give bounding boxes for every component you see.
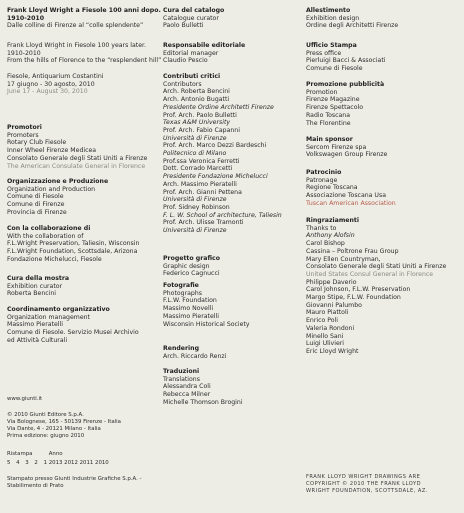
- list-item: Exhibition curator: [7, 282, 63, 290]
- edition: Prima edizione: giugno 2010: [7, 433, 85, 439]
- notice-line: FRANK LLOYD WRIGHT DRAWINGS ARE: [306, 474, 421, 480]
- list-item: Rebecca Milner: [163, 391, 211, 399]
- contributor-affiliation: Università di Firenze: [163, 196, 227, 204]
- website-link[interactable]: www.giunti.it: [7, 396, 43, 402]
- list-item: Claudio Pescio: [163, 57, 208, 65]
- contributor-name: Arch. Massimo Pieratelli: [163, 180, 237, 188]
- contributor-name: Arch. Roberta Bencini: [163, 88, 230, 96]
- thanks-item: Mary Ellen Countryman,: [306, 255, 381, 263]
- dates-english: June 17 - August 30, 2010: [7, 88, 88, 96]
- list-item: Pierluigi Bacci & Associati: [306, 57, 386, 65]
- section-heading: Con la collaborazione di: [7, 225, 91, 232]
- title-italian: Frank Lloyd Wright a Fiesole 100 anni dopo.: [7, 7, 161, 14]
- responsabile-section: [163, 42, 245, 65]
- list-item: Volkswagen Group Firenze: [306, 151, 388, 159]
- list-item: F.L.W. Foundation: [163, 297, 217, 305]
- section-heading: Promozione pubblicità: [306, 81, 385, 88]
- copyright: © 2010 Giunti Editore S.p.A.: [7, 412, 84, 418]
- organizzazione-section: [7, 178, 108, 217]
- contributor-affiliation: F. L. W. School of architecture, Taliesin: [163, 211, 282, 219]
- contributor-affiliation: Presidente Ordine Architetti Firenze: [163, 103, 274, 111]
- cura-mostra-section: [7, 275, 69, 298]
- list-item: Comune di Fiesole. Servizio Musei Archivio: [7, 329, 139, 337]
- list-item: Sercom Firenze spa: [306, 143, 367, 151]
- list-item: Comune di Firenze: [7, 201, 65, 209]
- list-item: Firenze Magazine: [306, 96, 360, 104]
- ufficio-stampa-section: [306, 42, 385, 73]
- contributor-name: Prof. Arch. Ulisse Tramonti: [163, 219, 244, 227]
- contributor-name: Arch. Antonio Bugatti: [163, 96, 230, 104]
- section-heading: Ufficio Stampa: [306, 42, 357, 49]
- publisher-block: [7, 396, 42, 403]
- thanks-item: Anthony Alofsin: [306, 232, 355, 240]
- list-item: Paolo Bulletti: [163, 22, 204, 30]
- anno-values: 2013 2012 2011 2010: [48, 460, 109, 466]
- list-item: ed Attività Culturali: [7, 336, 68, 344]
- section-heading: Cura della mostra: [7, 275, 70, 282]
- list-item-note: Tuscan American Association: [306, 199, 396, 207]
- list-item: Ordine degli Architetti Firenze: [306, 22, 399, 30]
- thanks-item: Giovanni Palumbo: [306, 301, 362, 309]
- list-item: Promoters: [7, 131, 39, 139]
- thanks-item: United States Consul General in Florence: [306, 270, 434, 278]
- thanks-item: Carol Johnson, F.L.W. Preservation: [306, 286, 411, 294]
- list-item: F.L.Wright Preservation, Taliesin, Wisconsin: [7, 240, 140, 248]
- contributor-name: Prof. Arch. Marco Dezzi Bardeschi: [163, 142, 267, 150]
- fotografie-section: [163, 282, 250, 328]
- list-item: Editorial manager: [163, 49, 219, 57]
- thanks-item: Eric Lloyd Wright: [306, 347, 359, 355]
- ristampa-label: Ristampa: [7, 451, 33, 457]
- promotori-section: [7, 124, 147, 170]
- notice-line: WRIGHT FOUNDATION, SCOTTSDALE, AZ.: [306, 488, 429, 494]
- thanks-list: [306, 225, 446, 356]
- list-item: With the collaboration of: [7, 232, 84, 240]
- venue: Fiesole, Antiquarium Costantini: [7, 73, 104, 80]
- contributi-section: [163, 73, 282, 235]
- contributors-list: [163, 81, 282, 235]
- section-heading: Responsabile editoriale: [163, 42, 246, 49]
- copyright-block: [7, 412, 121, 440]
- collaborazione-section: [7, 225, 139, 264]
- contributor-affiliation: Università di Firenze: [163, 227, 227, 235]
- contributor-name: Prof. Arch. Paolo Bulletti: [163, 111, 237, 119]
- allestimento-section: [306, 7, 398, 30]
- list-item: Massimo Novelli: [163, 305, 214, 313]
- list-item: Inner Wheel Firenze Medicea: [7, 147, 97, 155]
- ristampa-numbers: 5 4 3 2 1: [7, 460, 50, 466]
- list-item: Press office: [306, 49, 342, 57]
- thanks-item: Valeria Rondoni: [306, 324, 355, 332]
- cura-catalogo-section: [163, 7, 224, 30]
- progetto-section: [163, 255, 220, 278]
- section-heading: Progetto grafico: [163, 255, 220, 262]
- contributor-name: Prof. Arch. Fabio Capanni: [163, 126, 240, 134]
- section-heading: Ringraziamenti: [306, 217, 359, 224]
- contributor-affiliation: Politecnico di Milano: [163, 150, 227, 158]
- printer-line: Stampato presso Giunti Industrie Grafiche S.p.A. -: [7, 476, 142, 482]
- thanks-item: Margo Stipe, F.L.W. Foundation: [306, 294, 401, 302]
- contributor-name: Dott. Corrado Marcetti: [163, 165, 233, 173]
- list-item: Patronage: [306, 176, 338, 184]
- list-item: Consolato Generale degli Stati Uniti a Firenze: [7, 154, 148, 162]
- list-item: Rotary Club Fiesole: [7, 139, 67, 147]
- thanks-item: Enrico Poli: [306, 317, 338, 325]
- sponsor-section: [306, 136, 387, 159]
- list-item: F.L.Wright Foundation, Scottsdale, Arizona: [7, 248, 138, 256]
- list-item: Translations: [163, 375, 200, 383]
- subtitle-english: From the hills of Florence to the “resplendent hill”: [7, 57, 162, 65]
- contributor-name: Prof. Sidney Robinson: [163, 203, 230, 211]
- contributor-affiliation: Università di Firenze: [163, 134, 227, 142]
- contributor-affiliation: Texas A&M University: [163, 119, 231, 127]
- list-item: Wisconsin Historical Society: [163, 320, 250, 328]
- section-heading: Coordinamento organizzativo: [7, 306, 110, 313]
- section-heading: Allestimento: [306, 7, 351, 14]
- promozione-section: [306, 81, 384, 127]
- list-item: Organization and Production: [7, 185, 96, 193]
- section-heading: Organizzazione e Produzione: [7, 178, 109, 185]
- address-line: Via Dante, 4 - 20121 Milano - Italia: [7, 426, 101, 432]
- patrocinio-section: [306, 169, 396, 208]
- section-heading: Contributi critici: [163, 73, 221, 80]
- anno-label: Anno: [48, 451, 63, 457]
- section-heading: Rendering: [163, 345, 199, 352]
- list-item: Arch. Riccardo Renzi: [163, 352, 227, 360]
- exhibition-title-block: [7, 7, 161, 30]
- list-item: Photographs: [163, 289, 202, 297]
- venue-block: [7, 73, 103, 96]
- list-item: Comune di Fiesole: [306, 65, 363, 73]
- section-heading: Fotografie: [163, 282, 199, 289]
- list-item: Alessandra Coli: [163, 383, 211, 391]
- ringraziamenti-section: [306, 217, 446, 356]
- list-item: Fondazione Michelucci, Fiesole: [7, 255, 102, 263]
- contributor-name: Prof.ssa Veronica Ferretti: [163, 157, 240, 165]
- notice-line: COPYRIGHT © 2010 THE FRANK LLOYD: [306, 481, 422, 487]
- traduzioni-section: [163, 368, 243, 407]
- subtitle-italian: Dalle colline di Firenze al “colle splendente”: [7, 22, 144, 30]
- list-item: Federico Cagnucci: [163, 270, 220, 278]
- list-item: Massimo Pieratelli: [7, 321, 63, 329]
- contributor-affiliation: Presidente Fondazione Michelucci: [163, 173, 268, 181]
- thanks-item: Mauro Piattoli: [306, 309, 349, 317]
- section-heading: Patrocinio: [306, 169, 342, 176]
- reprint-table: [7, 451, 109, 467]
- thanks-item: Luigi Ulivieri: [306, 340, 345, 348]
- printer-line: Stabilimento di Prato: [7, 483, 64, 489]
- printer-block: [7, 476, 142, 490]
- dates-italian: 17 giugno - 30 agosto, 2010: [7, 80, 95, 88]
- list-item: The Florentine: [306, 119, 351, 127]
- list-item: Comune di Fiesole: [7, 193, 64, 201]
- list-item-note: The American Consulate General in Florence: [7, 162, 146, 170]
- thanks-item: Thanks to: [306, 224, 337, 232]
- thanks-item: Consolato Generale degli Stati Uniti a Firenze: [306, 263, 447, 271]
- rendering-section: [163, 345, 226, 360]
- list-item: Associazione Toscana Usa: [306, 192, 386, 200]
- contributor-name: Prof. Arch. Gianni Pettena: [163, 188, 242, 196]
- thanks-item: Minello Sani: [306, 332, 344, 340]
- list-item: Exhibition design: [306, 14, 360, 22]
- copyright-notice: [306, 474, 428, 495]
- list-item: Regione Toscana: [306, 184, 358, 192]
- list-item: Catalogue curator: [163, 14, 219, 22]
- list-item: Radio Toscana: [306, 111, 350, 119]
- section-heading: Cura del catalogo: [163, 7, 225, 14]
- years-italian: 1910-2010: [7, 14, 45, 22]
- section-heading: Promotori: [7, 124, 42, 131]
- years-english: 1910-2010: [7, 49, 41, 57]
- list-item: Promotion: [306, 88, 338, 96]
- section-heading: Main sponsor: [306, 136, 353, 143]
- contributor-name: Contributors: [163, 80, 202, 88]
- list-item: Massimo Pieratelli: [163, 312, 219, 320]
- exhibition-title-english: [7, 42, 161, 65]
- thanks-item: Philippe Daverio: [306, 278, 357, 286]
- list-item: Graphic design: [163, 262, 210, 270]
- thanks-item: Cassina – Poltrone Frau Group: [306, 247, 399, 255]
- list-item: Firenze Spettacolo: [306, 104, 363, 112]
- list-item: Organization management: [7, 313, 90, 321]
- list-item: Provincia di Firenze: [7, 208, 67, 216]
- title-english: Frank Lloyd Wright in Fiesole 100 years later.: [7, 42, 146, 49]
- thanks-item: Carol Bishop: [306, 240, 345, 248]
- address-line: Via Bolognese, 165 - 50139 Firenze - Italia: [7, 419, 121, 425]
- list-item: Michelle Thomson Brogini: [163, 398, 243, 406]
- coordinamento-section: [7, 306, 139, 345]
- section-heading: Traduzioni: [163, 368, 200, 375]
- list-item: Roberta Bencini: [7, 290, 57, 298]
